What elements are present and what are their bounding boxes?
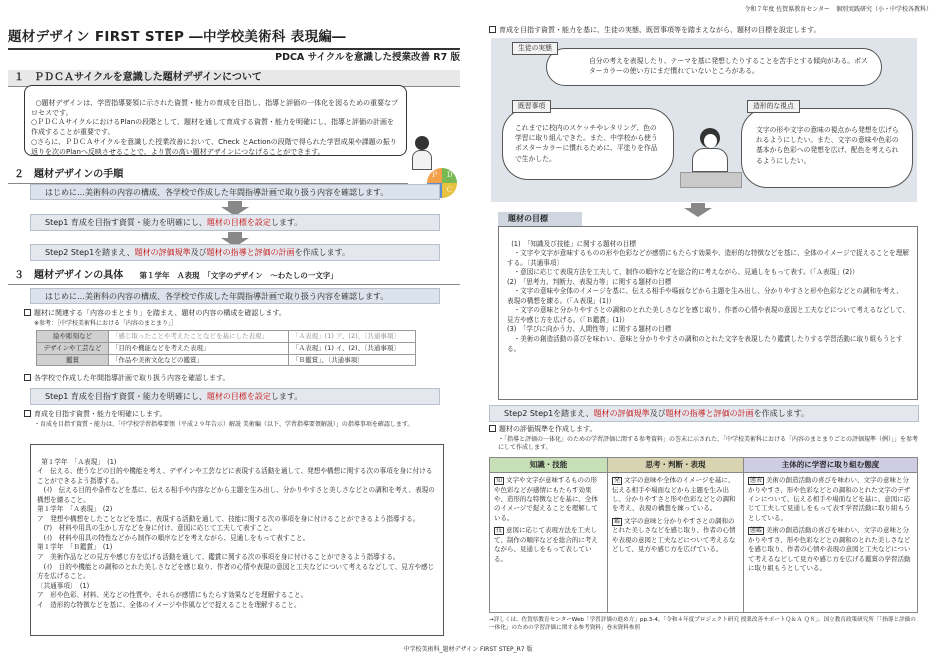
checkbox-icon	[489, 425, 496, 432]
goal-heading: 題材の目標	[498, 212, 582, 226]
section1-textbox	[24, 85, 407, 156]
sec2-step1-bar	[30, 214, 440, 231]
column-header: 主体的に学習に取り組む態度	[744, 458, 918, 473]
sec2-step1-post: します。	[270, 218, 303, 227]
table-cell-label: 鑑賞	[37, 354, 109, 366]
table-cell: 「目的や機能などを考えた表現」	[109, 342, 289, 354]
table-cell: 「感じ取ったことや考えたことなどを基にした表現」	[109, 331, 289, 343]
sec2-step2-pre: Step2 Step1を踏まえ、	[45, 248, 135, 257]
criterion-text: 美術の創造活動の喜びを味わい、文字の意味と分かりやすさ、形や色彩などとの調和のとれた美しさなどを感じ取り、作者の心情や表現の意図と工夫などについて考えるなどして見方や感じ方を広げる鑑賞の学習活動に取り組もうとしている。	[748, 526, 911, 572]
sec3-intro-bar	[30, 288, 440, 304]
sec3-check3	[24, 410, 166, 419]
sec3-check2-text: 各学校で作成した年間指導計画で取り扱う内容を確認します。	[34, 374, 230, 382]
criterion-mark: 知	[496, 477, 503, 485]
sec2-step2-bar	[30, 244, 440, 261]
thinking-teacher-illustration	[680, 124, 742, 194]
sec2-step2-red1: 題材の評価規準	[134, 248, 191, 257]
criterion-text: 文字の意味と分かりやすさとの調和のとれた美しさなどを感じ取り、作者の心情や表現の意図と工夫などについて考えるなどして、見方や感じ方を広げている。	[612, 516, 736, 554]
visual-viewpoint-text: 文字の形や文字の意味の視点から発想を広げられるようにしたい。また、文字の意味や色彩の基本から色彩への発想を広げ、配色を考えられるようにしたい。	[756, 126, 899, 165]
table-row	[37, 354, 416, 366]
evaluation-criteria-table	[489, 457, 918, 613]
table-cell	[744, 473, 918, 613]
table-cell	[490, 473, 608, 613]
tag-visual-viewpoint: 造形的な視点	[747, 100, 800, 113]
prior-learning-text: これまでに校内のスケッチやレタリング、色の学習に取り組んできた。また、中学校から使うポスターカラーに慣れるために、平塗りを作品で生かした。	[515, 124, 658, 163]
desk-icon	[680, 172, 742, 188]
section1-heading: １ ＰＤＣＡサイクルを意識した題材デザインについて	[8, 70, 460, 87]
table-row	[37, 342, 416, 354]
table-cell-label: 絵や彫刻など	[37, 331, 109, 343]
criterion-text: 文字の意味や全体のイメージを基に、伝える相手や場面などから主題を生み出し、分かりやすさと形や色彩などとの調和を考え、表現の構想を練っている。	[612, 476, 736, 513]
sec3-step1-post: します。	[270, 392, 303, 401]
section3-heading-row	[8, 268, 460, 285]
sec3-check1	[24, 309, 286, 318]
right-step2-red2: 題材の指導と評価の計画	[665, 409, 754, 418]
checkbox-icon	[24, 410, 31, 417]
sec3-step1-bar	[30, 388, 440, 405]
right-check-eval-text: 題材の評価規準を作成します。	[499, 425, 597, 433]
pdca-c: Ｃ	[442, 183, 457, 198]
right-step2-red1: 題材の評価規準	[593, 409, 650, 418]
sec2-intro-bar	[30, 184, 440, 200]
sec3-intro-text: はじめに…美術科の内容の構成、各学校で作成した年間指導計画で取り扱う内容を確認します。	[45, 292, 389, 301]
table-row	[37, 331, 416, 343]
checkbox-icon	[24, 309, 31, 316]
title-rule	[8, 48, 460, 50]
right-step2-post: を作成します。	[753, 409, 809, 418]
right-check-eval	[489, 425, 596, 434]
right-arrow1	[684, 203, 712, 217]
section3-subject: 第１学年 Ａ表現 「文字のデザイン ～わたしの一文字」	[139, 271, 338, 280]
sec2-step2-red2: 題材の指導と評価の計画	[206, 248, 295, 257]
goal-text: (1) 「知識及び技能」に関する題材の目標 ・文字や文字が意味するものの形や色彩などが感情にもたらす効果や、造形的な特徴などを基に、全体のイメージで捉えることを理解する。〔共通事項〕 ・意図に応じて表現方法を工夫して、制作の順序などを総合的に考えながら、見通しをもって表す。（「Ａ表現」(2)） (2) 「思考力、判断力、表現力等」に関する題材の目標 ・文字の意味や全体のイメージを基に、伝える相手や場面などから主題を生み出し、分かりやすさと形や色彩などとの調和を考え、表現の構想を練る。（「Ａ表現」(1)） ・文字の意味と分かりやすさとの調和のとれた美しさなどを感じ取り、作者の心情や表現の意図と工夫などについて考えるなどして、見方や感じ方を広げる。（「Ｂ鑑賞」(1)） (3) 「学びに向かう力、人間性等」に関する題材の目標 ・美術の創造活動の喜びを味わい、意味と分かりやすさの調和のとれた文字を表現したり鑑賞したりする学習活動に取り組もうとする。	[507, 239, 909, 353]
sec3-note3: ・育成を目指す資質・能力は、「中学校学習指導要領（平成２９年告示）解説 美術編（以下、学習指導要領解説）」の指導事項を確認します。	[34, 421, 414, 428]
criterion-mark: 態表	[750, 477, 763, 485]
right-check-top-text: 育成を目指す資質・能力を基に、生徒の実態、既習事項等を踏まえながら、題材の目標を設定します。	[499, 26, 821, 34]
criterion-text: 美術の創造活動の喜びを味わい、文字の意味と分かりやすさ、形や色彩などとの調和のとれた文字のデザインについて、伝える相手や場面などを基に、意図に応じて工夫して見通しをもって表す学習活動に取り組もうとしている。	[748, 476, 911, 522]
section1-text: ○題材デザインは、学習指導要領に示された資質・能力の育成を目指し、指導と評価の一体化を図るための重要なプロセスです。 ○ＰＤＣＡサイクルにおけるPlanの段階として、題材を通して育成する資質・能力を明確にし、指導と評価の計画を作成することが重要です。 ○さらに、ＰＤＣＡサイクルを意識した授業改善において、Check とActionの段階で得られた学習成果や課題の振り返りを次のPlanへ反映させることで、より質の高い題材デザインにつなげることができます。	[31, 98, 399, 156]
sec2-step1-pre: Step1 育成を目指す資質・能力を明確にし、	[45, 218, 207, 227]
guideline-box	[30, 444, 444, 636]
org-label: 令和７年度 佐賀県教育センター 個別実践研究（小・中学校各教科）	[744, 6, 932, 13]
guideline-text: 第１学年 「Ａ表現」 (1) イ 伝える、使うなどの目的や機能を考え、デザインや工芸などに表現する活動を通して、発想や構想に関する次の事項を身に付けることができるよう指導する。 (ｲ) 伝える目的や条件などを基に、伝える相手や内容などから主題を生み出し、分かりやすさと美しさなどとの調和を考え、表現の構想を練ること。 第１学年 「Ａ表現」 (2) ア 発想や構想をしたことなどを基に、表現する活動を通して、技能に関する次の事項を身に付けることができるよう指導する。 (ｱ) 材料や用具の生かし方などを身に付け、意図に応じて工夫して表すこと。 (ｲ) 材料や用具の特性などから制作の順序などを考えながら、見通しをもって表すこと。 第１学年 「Ｂ鑑賞」 (1) ア 美術作品などの見方や感じ方を広げる活動を通して、鑑賞に関する次の事項を身に付けることができるよう指導する。 (ｲ) 目的や機能との調和のとれた美しさなどを感じ取り、作者の心情や表現の意図と工夫などについて考えるなどして、見方や感じ方を広げること。 〔共通事項〕 (1) ア 形や色彩、材料、光などの性質や、それらが感情にもたらす効果などを理解すること。 イ 造形的な特徴などを基に、全体のイメージや作風などで捉えることを理解すること。	[37, 457, 435, 609]
criterion-mark: 鑑	[614, 517, 621, 525]
table-cell: 「Ａ表現」(1) ア、(2)、〔共通事項〕	[289, 331, 416, 343]
criterion-text: 文字や文字が意味するものの形や色彩などが感情にもたらす効果や、造形的な特徴などを基に、全体のイメージで捉えることを理解している。	[494, 476, 598, 522]
teacher-body-icon	[412, 150, 432, 170]
table-row	[490, 473, 918, 613]
pdca-d: Ｄ	[442, 168, 457, 183]
sec3-step1-pre: Step1 育成を目指す資質・能力を明確にし、	[45, 392, 207, 401]
table-cell: 「Ｂ鑑賞」、〔共通事項〕	[289, 354, 416, 366]
goal-box	[498, 226, 918, 400]
sec3-check1-text: 題材に関連する「内容のまとまり」を踏まえ、題材の内容の構成を確認します。	[34, 309, 286, 317]
student-status-text: 自分の考えを表現したり、テーマを基に発想したりすることを苦手とする傾向がある。ポスターカラーの使い方にまだ慣れていないところがある。	[589, 57, 868, 76]
section3-heading: ３ 題材デザインの具体	[14, 270, 124, 281]
sec2-step2-mid: 及び	[190, 248, 207, 257]
right-check-top	[489, 26, 820, 35]
right-step2-bar	[489, 405, 919, 422]
criterion-mark: 態鑑	[750, 527, 763, 535]
column-header: 知識・技能	[490, 458, 608, 473]
tag-student-status: 生徒の実態	[512, 42, 558, 55]
column-header: 思考・判断・表現	[608, 458, 744, 473]
teacher-body-icon	[692, 148, 728, 172]
reference-footnote: →詳しくは、佐賀県教育センターWeb「学習評価の進め方」pp.3-4、「令和４年度プロジェクト研究 授業改善サポートＱ＆Ａ Ｑ８」、国立教育政策研究所「「指導と評価の一体化」のための学習評価に関する参考資料」巻末資料参照	[489, 617, 916, 631]
teacher-head-icon	[415, 136, 429, 150]
table-cell: 「Ａ表現」(1) イ、(2)、〔共通事項〕	[289, 342, 416, 354]
page-title: 題材デザイン FIRST STEP ―中学校美術科 表現編―	[8, 29, 346, 45]
right-step2-mid: 及び	[649, 409, 666, 418]
sec3-note1: ※参考：［中学校美術科における「内容のまとまり」］	[34, 320, 178, 327]
tag-prior-learning: 既習事項	[512, 100, 551, 113]
checkbox-icon	[489, 26, 496, 33]
sec2-intro-text: はじめに…美術科の内容の構成、各学校で作成した年間指導計画で取り扱う内容を確認します。	[45, 188, 389, 197]
right-note-eval: ・「指導と評価の一体化」のための学習評価に関する参考資料」の巻末に示された、「中学校美術科における「内容のまとまりごとの評価規準（例）」」を参考にして作成します。	[498, 436, 919, 452]
sec3-check2	[24, 374, 229, 383]
sec3-step1-red: 題材の目標を設定	[206, 392, 271, 401]
table-header-row	[490, 458, 918, 473]
criterion-text: 意図に応じて表現方法を工夫して、制作の順序などを総合的に考えながら、見通しをもって表している。	[494, 526, 598, 563]
prior-learning-cloud	[502, 108, 674, 180]
checkbox-icon	[24, 374, 31, 381]
student-status-cloud	[546, 48, 882, 86]
sec3-check3-text: 育成を目指す資質・能力を明確にします。	[34, 410, 167, 418]
page-subtitle: PDCA サイクルを意識した授業改善 R7 版	[275, 52, 460, 63]
table-cell-label: デザインや工芸など	[37, 342, 109, 354]
sec2-step1-red: 題材の目標を設定	[206, 218, 271, 227]
right-step2-pre: Step2 Step1を踏まえ、	[504, 409, 594, 418]
content-structure-table	[36, 330, 416, 366]
criterion-mark: 技	[496, 527, 503, 535]
table-cell: 「作品や美術文化などの鑑賞」	[109, 354, 289, 366]
pdca-p: Ｐ	[427, 168, 442, 183]
teacher-face-icon	[704, 134, 717, 148]
section2-heading: ２ 題材デザインの手順	[8, 167, 408, 184]
page-footer: 中学校美術科_題材デザイン FIRST STEP_R7 版	[403, 646, 533, 653]
visual-viewpoint-cloud	[741, 108, 913, 188]
table-cell	[608, 473, 744, 613]
sec2-step2-post: を作成します。	[294, 248, 350, 257]
criterion-mark: 発	[614, 477, 621, 485]
